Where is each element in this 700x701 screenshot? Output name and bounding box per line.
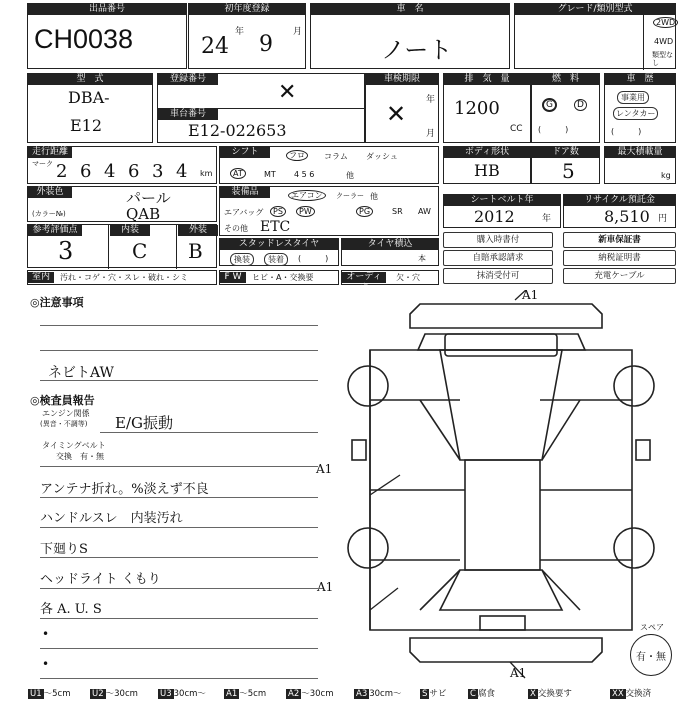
engine-value: E/G振動 — [115, 414, 173, 432]
legend-code: U2 — [92, 689, 104, 699]
shift-fl: フロ — [286, 150, 308, 161]
studless-header: スタッドレスタイヤ — [220, 239, 338, 250]
first-reg-year: 24 — [201, 34, 229, 59]
doors-header: ドア数 — [532, 147, 599, 158]
legend-code: C — [470, 689, 476, 699]
legend-text: 30cm～ — [173, 689, 206, 699]
first-reg-header: 初年度登録 — [189, 4, 305, 15]
fuel-g: G — [542, 98, 557, 112]
capacity-unit: kg — [661, 171, 671, 180]
legend-text: ～30cm — [301, 689, 334, 699]
tires-box — [341, 238, 439, 266]
capacity-box — [604, 146, 676, 184]
shift-box — [219, 146, 439, 184]
lot-number: CH0038 — [34, 24, 134, 54]
notes-line1: ネビトAW — [48, 365, 114, 381]
first-reg-month-mark: 月 — [293, 27, 303, 37]
wheel-front-left — [348, 366, 388, 406]
inspector-item: ヘッドライト くもり — [40, 572, 161, 587]
wheel-front-right — [614, 366, 654, 406]
history-header: 車 歴 — [605, 74, 675, 85]
model-box — [27, 73, 153, 143]
first-reg-box — [188, 3, 306, 69]
equip-pw: PW — [296, 206, 315, 217]
front-bumper — [410, 304, 602, 328]
equip-sr: SR — [392, 207, 403, 216]
engine-label: エンジン関係 — [42, 409, 90, 418]
equip-airbag: エアバッグ — [224, 208, 264, 217]
equip-other: 他 — [370, 192, 378, 201]
equip-aw: AW — [418, 207, 431, 216]
mileage-digit: 4 — [104, 161, 116, 182]
mileage-digit: 6 — [80, 161, 92, 182]
displacement-box — [443, 73, 531, 143]
displacement-header: 排 気 量 — [444, 74, 530, 85]
model-line2: E12 — [70, 116, 103, 135]
body-type-box — [443, 146, 531, 184]
doc-charge-cable: 充電ケーブル — [563, 268, 676, 284]
inspection-box — [365, 73, 439, 143]
first-reg-year-mark: 年 — [235, 27, 245, 37]
seatbelt-box — [443, 194, 561, 228]
mileage-header: 走行距離 — [28, 147, 72, 158]
grade-none: 類型なし — [652, 51, 673, 67]
timing-swap: 交換 有・無 — [56, 452, 104, 461]
mirror-right — [636, 440, 650, 460]
color-value: パール — [126, 189, 171, 207]
body-type-value: HB — [474, 161, 500, 180]
studless-installed: 装着 — [264, 253, 288, 266]
inspection-year-mark: 年 — [426, 95, 436, 105]
inspection-value: ✕ — [386, 100, 407, 128]
grade-box — [514, 3, 676, 69]
fuel-d: D — [574, 99, 587, 111]
notes-title: ◎注意事項 — [30, 296, 84, 309]
score-exterior: B — [188, 239, 203, 263]
studless-paren: ( ) — [298, 254, 329, 263]
legend-code: U1 — [30, 689, 42, 699]
equip-ac: エアコン — [288, 190, 326, 201]
mileage-digit: 6 — [128, 161, 140, 182]
doc-purchase: 購入時書付 — [443, 232, 553, 248]
model-header: 型 式 — [28, 74, 152, 85]
grade-2wd: 2WD — [653, 17, 678, 28]
inspector-bullet: • — [42, 627, 50, 641]
color-no-label: (カラー№) — [32, 210, 66, 218]
equip-cooler: クーラー — [336, 192, 364, 200]
inspection-month-mark: 月 — [426, 129, 436, 139]
equipment-header: 装備品 — [220, 187, 270, 198]
displacement-unit: CC — [510, 124, 523, 134]
legend-text: サビ — [429, 689, 447, 699]
legend-code: A1 — [226, 689, 238, 699]
inspector-title: ◎検査員報告 — [30, 394, 95, 407]
lot-box — [27, 3, 187, 69]
damage-mark: A1 — [317, 580, 334, 594]
capacity-header: 最大積載量 — [605, 147, 675, 158]
doc-liability: 自賠承認請求 — [443, 250, 553, 266]
color-header: 外装色 — [28, 187, 72, 198]
interior-row-text: 汚れ・コゲ・穴・スレ・破れ・シミ — [60, 273, 188, 282]
fuel-box — [531, 73, 600, 143]
hood-front — [418, 334, 585, 350]
damage-mark: A1 — [510, 666, 527, 680]
shift-header: シフト — [220, 147, 270, 158]
interior-row — [27, 270, 217, 285]
legend-code: XX — [612, 689, 624, 699]
recycle-value: 8,510 — [604, 207, 650, 226]
fw-row-text: ヒビ・A・交換要 — [252, 273, 314, 282]
inspection-header: 車検期限 — [366, 74, 438, 85]
doc-warranty: 新車保証書 — [563, 232, 676, 248]
shift-gears: 4 5 6 — [294, 170, 315, 179]
tires-unit: 本 — [418, 254, 426, 263]
spare-label: スペア — [640, 623, 664, 632]
legend-code: X — [530, 689, 536, 699]
rear-bumper — [410, 638, 602, 662]
reg-header: 登録番号 — [158, 74, 218, 85]
legend-text: ～5cm — [239, 689, 267, 699]
score-total: 3 — [58, 237, 74, 265]
legend-code: A2 — [288, 689, 300, 699]
score-total-header: 参考評価点 — [28, 225, 82, 236]
equip-ps: PS — [270, 206, 286, 217]
model-line1: DBA- — [68, 88, 110, 107]
score-interior: C — [132, 239, 148, 263]
mirror-left — [352, 440, 366, 460]
doors-value: 5 — [562, 159, 575, 183]
doors-box — [531, 146, 600, 184]
fuel-paren: ( ) — [538, 125, 569, 134]
mileage-digits — [56, 161, 200, 183]
inspector-item: 各 A. U. S — [40, 602, 102, 617]
legend-text: 30cm～ — [369, 689, 402, 699]
fuel-header: 燃 料 — [532, 74, 599, 85]
spare-value: 有・無 — [636, 652, 666, 663]
rear-plate — [480, 616, 525, 630]
wheel-rear-right — [614, 528, 654, 568]
studless-swap: 換装 — [230, 253, 254, 266]
shift-other: 他 — [346, 171, 354, 180]
lot-header: 出品番号 — [28, 4, 186, 15]
legend-bar — [28, 688, 678, 700]
legend-text: 交換済 — [625, 689, 652, 699]
color-no: QAB — [126, 205, 161, 223]
grade-4wd: 4WD — [654, 37, 674, 46]
front-grille — [445, 334, 557, 356]
shift-at: AT — [230, 168, 246, 179]
fw-row — [219, 270, 339, 285]
audio-row-label: オーディオ — [342, 272, 386, 283]
tires-header: タイヤ積込 — [342, 239, 438, 250]
legend-code: U3 — [160, 689, 172, 699]
car-name-value: ノート — [381, 36, 453, 64]
mileage-mark: マーク — [32, 160, 53, 168]
legend-code: A3 — [356, 689, 368, 699]
reg-box — [157, 73, 365, 143]
displacement-value: 1200 — [454, 98, 500, 119]
reg-value: ✕ — [278, 80, 297, 105]
doc-cancel: 抹消受付可 — [443, 268, 553, 284]
history-rental: レンタカー — [613, 107, 658, 120]
windshield — [440, 350, 562, 460]
legend-code: S — [422, 689, 428, 699]
seatbelt-value: 2012 — [474, 207, 515, 226]
recycle-box — [563, 194, 676, 228]
score-exterior-header: 外装 — [178, 225, 218, 236]
damage-mark: A1 — [522, 288, 539, 302]
history-business: 事業用 — [617, 91, 649, 104]
engine-sub: (異音・不調等) — [40, 420, 88, 428]
equip-other-label: その他 — [224, 224, 248, 233]
score-interior-header: 内装 — [110, 225, 150, 236]
seatbelt-header: シートベルト年 — [444, 195, 560, 206]
audio-row — [341, 270, 439, 293]
car-diagram — [330, 290, 675, 685]
mileage-digit: 2 — [56, 161, 68, 182]
doc-tax: 納税証明書 — [563, 250, 676, 266]
inspector-bullet: • — [42, 657, 50, 671]
interior-row-label: 室内 — [28, 272, 54, 283]
studless-box — [219, 238, 339, 266]
fw-row-label: F W — [220, 272, 246, 283]
car-name-box — [310, 3, 510, 69]
timing-label: タイミングベルト — [42, 441, 106, 450]
wheel-rear-left — [348, 528, 388, 568]
equip-pg: PG — [356, 206, 373, 217]
seatbelt-unit: 年 — [542, 214, 552, 224]
history-box — [604, 73, 676, 143]
first-reg-month: 9 — [259, 32, 273, 57]
shift-dash: ダッシュ — [366, 152, 398, 161]
chassis-value: E12-022653 — [188, 121, 287, 140]
mileage-digit: 4 — [176, 161, 188, 182]
shift-column: コラム — [324, 152, 348, 161]
history-paren: ( ) — [611, 127, 642, 136]
roof — [465, 460, 540, 570]
rear-glass — [440, 570, 562, 610]
legend-text: ～30cm — [105, 689, 138, 699]
car-name-header: 車 名 — [311, 4, 509, 15]
legend-text: 交換要す — [537, 689, 572, 699]
inspector-item: ハンドルスレ 内装汚れ — [40, 511, 183, 526]
grade-header: グレード/類別型式 — [515, 4, 675, 15]
audio-row-text: 欠・穴 — [396, 273, 420, 282]
legend-text: 腐食 — [477, 689, 495, 699]
equip-other-value: ETC — [260, 219, 291, 235]
inspector-item: アンテナ折れ。%淡えず不良 — [40, 482, 209, 497]
damage-mark: A1 — [316, 462, 333, 476]
recycle-unit: 円 — [658, 214, 668, 224]
chassis-header: 車台番号 — [158, 109, 218, 120]
mileage-digit: 3 — [152, 161, 164, 182]
equipment-box — [219, 186, 439, 236]
mileage-unit: km — [200, 169, 213, 178]
body-type-header: ボディ形状 — [444, 147, 530, 158]
legend-text: ～5cm — [43, 689, 71, 699]
scores-box — [27, 224, 217, 268]
mileage-box — [27, 146, 217, 184]
shift-mt: MT — [264, 170, 276, 179]
inspector-item: 下廻りS — [40, 542, 88, 557]
color-box — [27, 186, 217, 222]
recycle-header: リサイクル預託金 — [564, 195, 675, 206]
